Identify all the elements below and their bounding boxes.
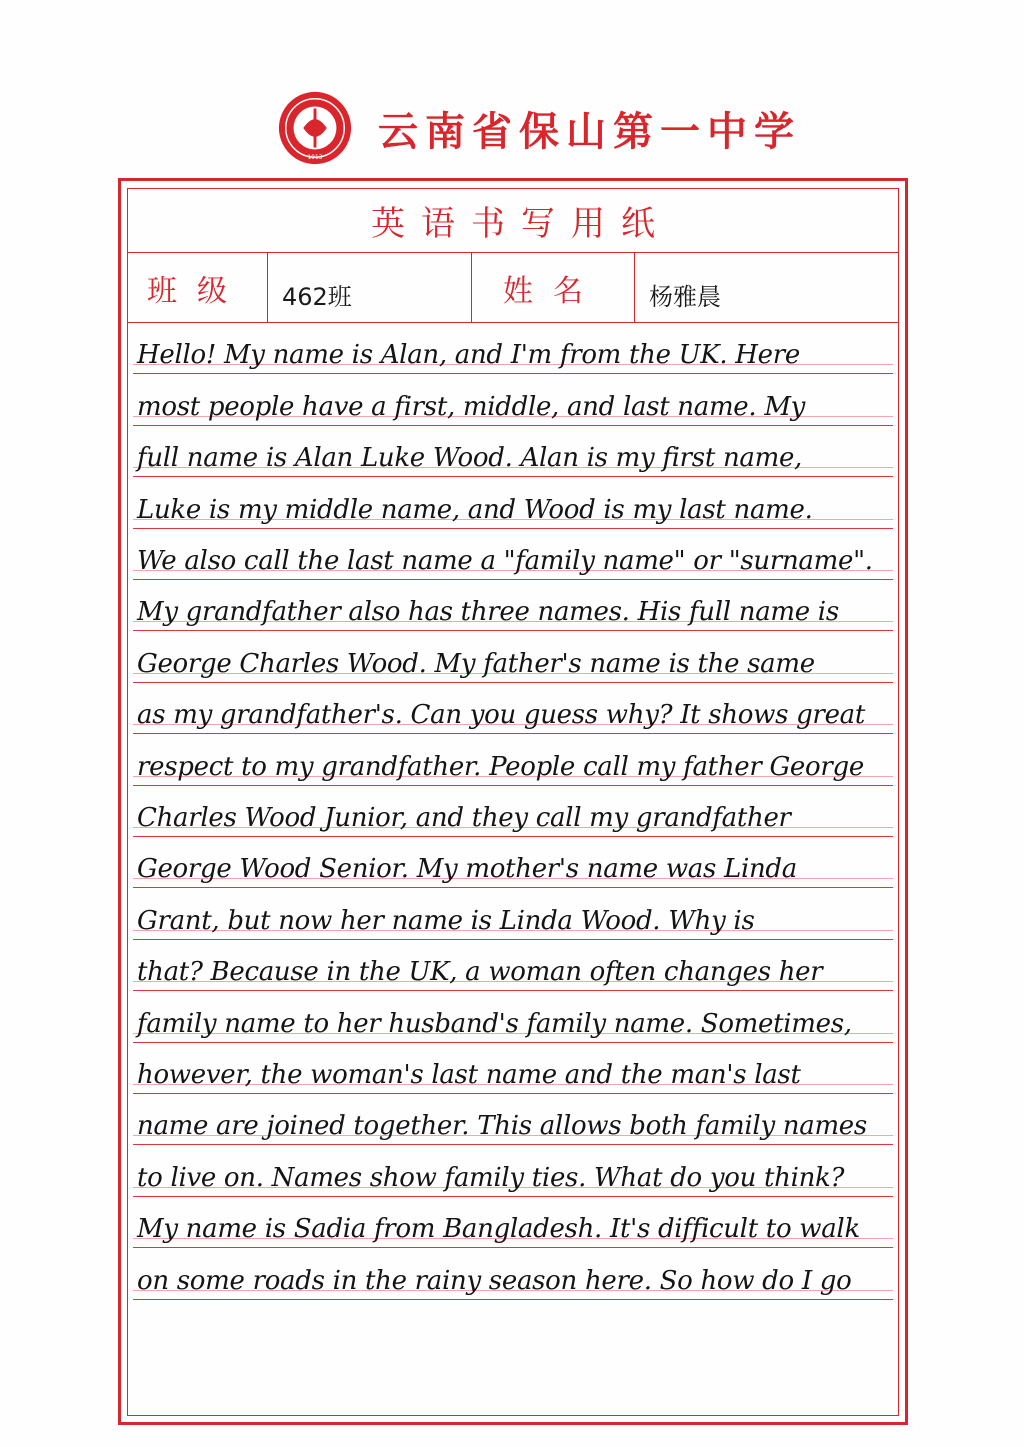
line-text: George Charles Wood. My father's name is the same [137, 648, 815, 679]
school-header [276, 88, 801, 168]
line-text: Luke is my middle name, and Wood is my last name. [137, 494, 813, 525]
writing-line [133, 580, 893, 631]
sheet-title: 英语书写用纸 [371, 203, 671, 244]
writing-line [133, 734, 893, 785]
line-text: most people have a first, middle, and last name. My [137, 391, 806, 422]
line-text: We also call the last name a "family name" or "surname". [137, 545, 873, 576]
school-name: 云南省保山第一中学 [378, 107, 801, 155]
writing-area [127, 323, 899, 1415]
line-text: full name is Alan Luke Wood. Alan is my first name, [137, 443, 803, 474]
seal-icon [276, 89, 354, 167]
class-label-cell [127, 253, 268, 322]
info-row [127, 253, 899, 323]
class-value-cell [268, 253, 472, 322]
line-text: however, the woman's last name and the man's last [137, 1059, 801, 1090]
line-text: name are joined together. This allows both family names [137, 1111, 867, 1142]
writing-line [133, 940, 893, 991]
svg-text:1913: 1913 [307, 155, 323, 162]
sheet-title-row [127, 188, 899, 253]
writing-line [133, 477, 893, 528]
line-text: My grandfather also has three names. His full name is [137, 597, 839, 628]
line-text: family name to her husband's family name. Sometimes, [137, 1008, 852, 1039]
line-text: George Wood Senior. My mother's name was Linda [137, 854, 797, 885]
writing-line [133, 374, 893, 425]
line-text: Charles Wood Junior, and they call my grandfather [137, 802, 791, 833]
line-text: to live on. Names show family ties. What do you think? [137, 1162, 845, 1193]
writing-line [133, 1248, 893, 1299]
writing-line [133, 1094, 893, 1145]
writing-line [133, 1145, 893, 1196]
writing-line [133, 1043, 893, 1094]
line-text: Hello! My name is Alan, and I'm from the UK. Here [137, 340, 800, 371]
writing-line [133, 426, 893, 477]
line-text: Grant, but now her name is Linda Wood. Why is [137, 905, 755, 936]
class-label: 班级 [147, 273, 247, 309]
writing-line [133, 323, 893, 374]
writing-line [133, 1197, 893, 1248]
class-value: 462班 [282, 283, 352, 311]
writing-line [133, 837, 893, 888]
writing-line [133, 529, 893, 580]
writing-line [133, 786, 893, 837]
line-text: as my grandfather's. Can you guess why? It shows great [137, 700, 865, 731]
writing-line [133, 888, 893, 939]
student-name: 杨雅晨 [649, 283, 721, 311]
name-label-cell [472, 253, 635, 322]
name-label: 姓名 [503, 273, 603, 309]
writing-line [133, 991, 893, 1042]
line-text: respect to my grandfather. People call my father George [137, 751, 864, 782]
line-text: on some roads in the rainy season here. So how do I go [137, 1265, 852, 1296]
line-text: that? Because in the UK, a woman often changes her [137, 957, 823, 988]
name-value-cell [635, 253, 899, 322]
school-seal-logo [276, 89, 354, 167]
writing-line [133, 631, 893, 682]
line-text: My name is Sadia from Bangladesh. It's difficult to walk [137, 1214, 860, 1245]
writing-line [133, 683, 893, 734]
